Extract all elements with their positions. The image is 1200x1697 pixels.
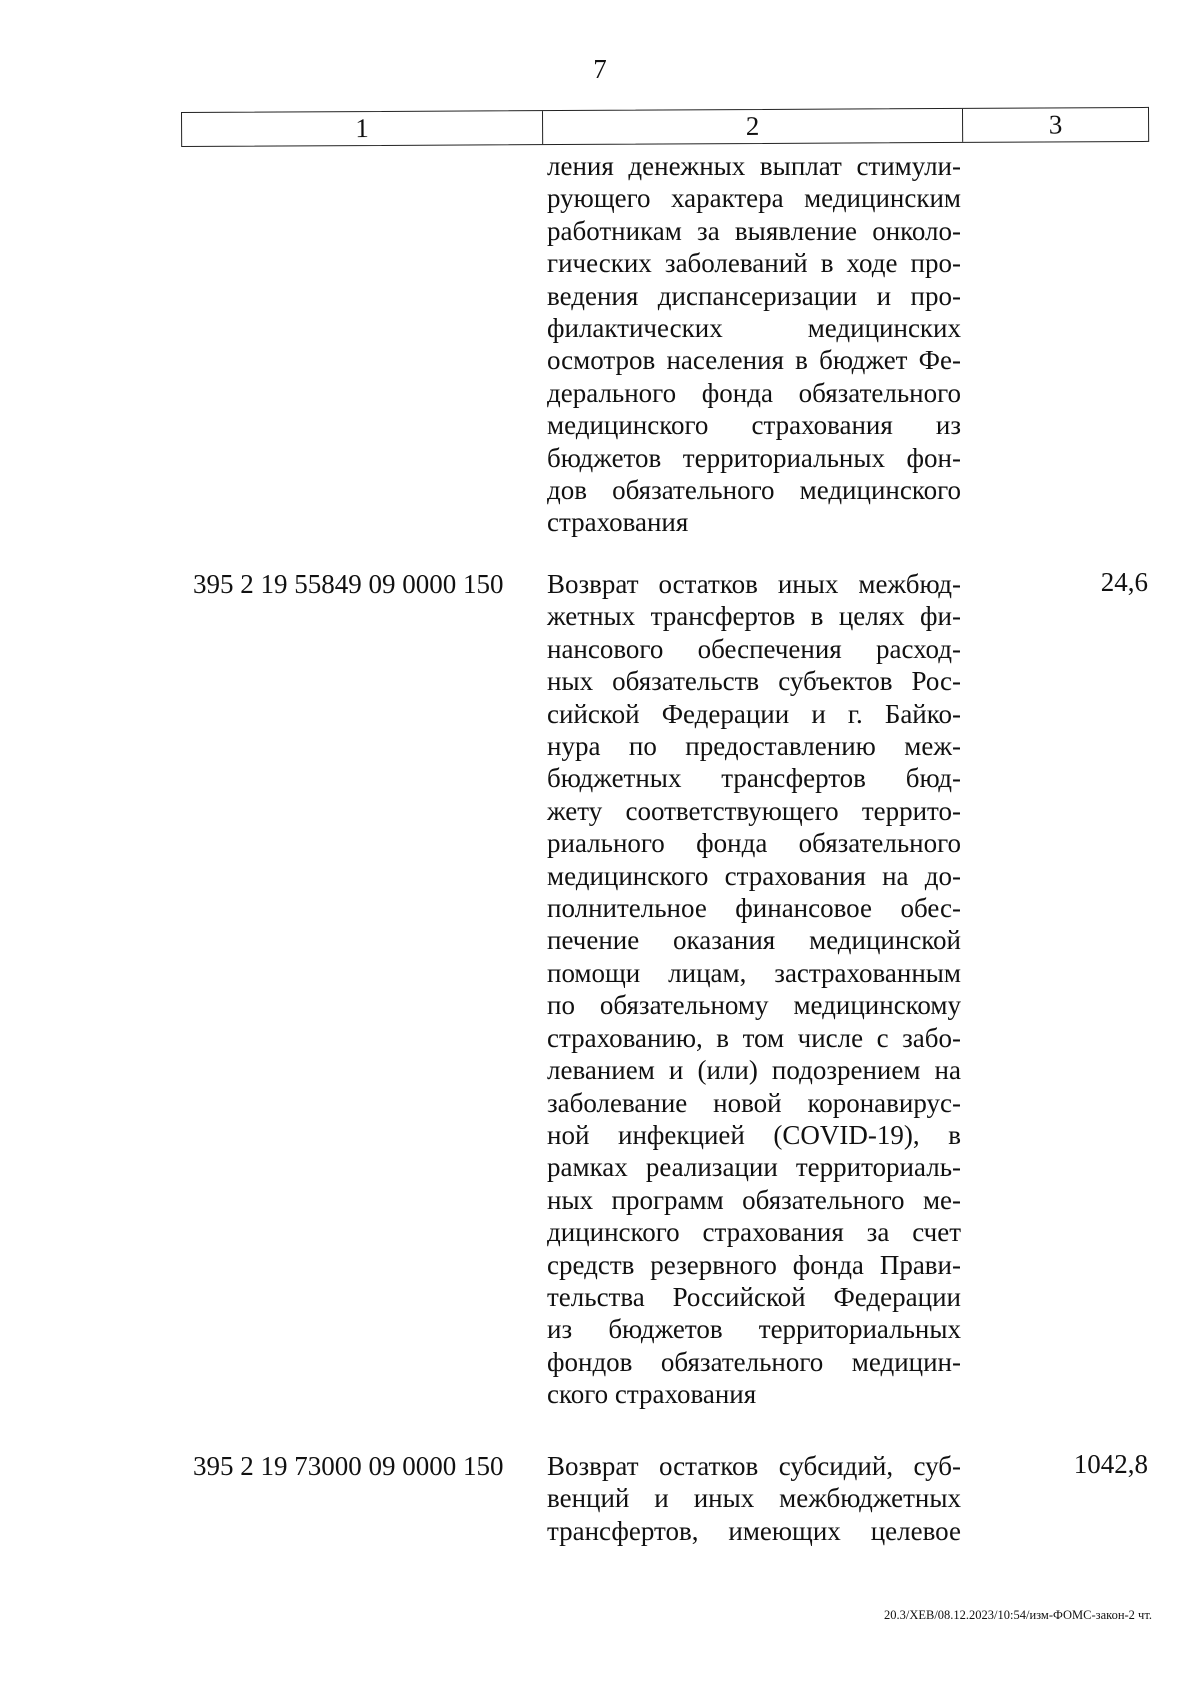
- description-line: риального фонда обязательного: [547, 828, 961, 859]
- description-line: по обязательному медицинскому: [547, 990, 961, 1021]
- description-line: страхования: [547, 507, 689, 538]
- description-line: жету соответствующего террито-: [547, 795, 961, 826]
- table-header-col-1: 1: [182, 111, 543, 146]
- description-line: сийской Федерации и г. Байко-: [547, 698, 961, 729]
- description-line: ления денежных выплат стимули-: [547, 151, 961, 181]
- description-line: заболевание новой коронавирус-: [547, 1087, 961, 1118]
- description-line: венций и иных межбюджетных: [547, 1483, 961, 1514]
- description-line: жетных трансфертов в целях фи-: [547, 601, 961, 632]
- description-line: помощи лицам, застрахованным: [547, 957, 961, 988]
- description-line: филактических медицинских: [547, 313, 961, 344]
- description-line: рамках реализации территориаль-: [547, 1152, 961, 1183]
- description-line: нансового обеспечения расход-: [547, 633, 961, 664]
- table-header-col-2: 2: [543, 109, 963, 144]
- description-line: фондов обязательного медицин-: [547, 1346, 961, 1377]
- table-header-row: [181, 107, 1149, 147]
- row-description-2: [547, 1450, 961, 1547]
- description-line: бюджетов территориальных фон-: [547, 442, 961, 473]
- description-line: ведения диспансеризации и про-: [547, 280, 961, 311]
- description-line: дерального фонда обязательного: [547, 377, 961, 408]
- description-line: ных программ обязательного ме-: [547, 1184, 961, 1215]
- description-line: медицинского страхования на до-: [547, 860, 961, 891]
- description-line: медицинского страхования из: [547, 410, 961, 441]
- description-line: полнительное финансовое обес-: [547, 893, 961, 924]
- description-line: печение оказания медицинской: [547, 925, 961, 956]
- row-description-1: [547, 568, 961, 1411]
- row-amount-2: 1042,8: [1073, 1449, 1148, 1479]
- description-line: Возврат остатков субсидий, суб-: [547, 1451, 961, 1481]
- description-line: нура по предоставлению меж-: [547, 731, 961, 762]
- description-line: средств резервного фонда Прави-: [547, 1249, 961, 1280]
- footer-stamp: 20.3/ХЕВ/08.12.2023/10:54/изм-ФОМС-закон-2 чт.: [883, 1608, 1152, 1622]
- description-line: осмотров населения в бюджет Фе-: [547, 345, 961, 376]
- continued-description: [547, 150, 961, 539]
- description-line: бюджетных трансфертов бюд-: [547, 763, 961, 794]
- description-line: тельства Российской Федерации: [547, 1281, 961, 1312]
- table-header-col-3: 3: [1048, 109, 1063, 140]
- row-amount-1: 24,6: [1100, 567, 1148, 597]
- description-line: гических заболеваний в ходе про-: [547, 248, 961, 279]
- description-line: ных обязательств субъектов Рос-: [547, 666, 961, 697]
- row-code-1: 395 2 19 55849 09 0000 150: [193, 569, 504, 599]
- description-line: дицинского страхования за счет: [547, 1217, 961, 1248]
- description-line: леванием и (или) подозрением на: [547, 1055, 961, 1086]
- description-line: работникам за выявление онколо-: [547, 215, 961, 246]
- description-line: страхованию, в том числе с забо-: [547, 1022, 961, 1053]
- page-number: 7: [593, 54, 607, 84]
- description-line: ского страхования: [547, 1379, 757, 1410]
- row-code-2: 395 2 19 73000 09 0000 150: [193, 1451, 504, 1481]
- description-line: трансфертов, имеющих целевое: [547, 1515, 961, 1546]
- description-line: Возврат остатков иных межбюд-: [547, 569, 961, 599]
- description-line: из бюджетов территориальных: [547, 1314, 961, 1345]
- description-line: рующего характера медицинским: [547, 183, 961, 214]
- description-line: ной инфекцией (COVID-19), в: [547, 1119, 961, 1150]
- description-line: дов обязательного медицинского: [547, 475, 961, 506]
